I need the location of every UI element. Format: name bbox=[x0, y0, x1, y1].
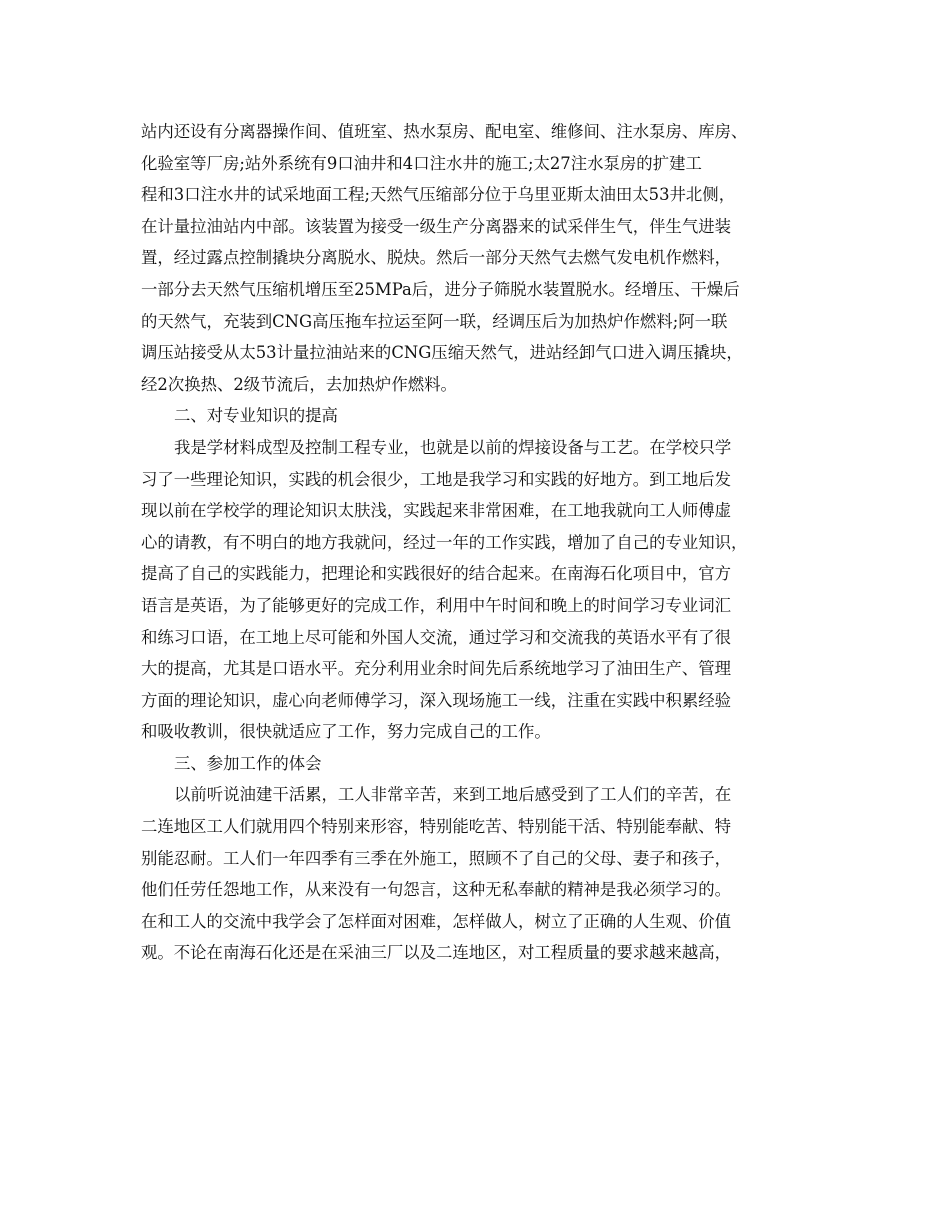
paragraph-line: 观。不论在南海石化还是在采油三厂以及二连地区，对工程质量的要求越来越高， bbox=[141, 943, 732, 963]
paragraph-line-indented: 三、参加工作的体会 bbox=[174, 753, 322, 773]
paragraph-line: 别能忍耐。工人们一年四季有三季在外施工，照顾不了自己的父母、妻子和孩子， bbox=[141, 848, 732, 868]
paragraph-line: 他们任劳任怨地工作，从来没有一句怨言，这种无私奉献的精神是我必须学习的。 bbox=[141, 880, 732, 900]
paragraph-line: 现以前在学校学的理论知识太肤浅，实践起来非常困难，在工地我就向工人师傅虚 bbox=[141, 501, 732, 521]
paragraph-line: 一部分去天然气压缩机增压至25MPa后，进分子筛脱水装置脱水。经增压、干燥后 bbox=[141, 279, 740, 299]
paragraph-line: 在和工人的交流中我学会了怎样面对困难，怎样做人，树立了正确的人生观、价值 bbox=[141, 911, 732, 931]
paragraph-line: 语言是英语，为了能够更好的完成工作，利用中午时间和晚上的时间学习专业词汇 bbox=[141, 595, 732, 615]
paragraph-line: 调压站接受从太53计量拉油站来的CNG压缩天然气，进站经卸气口进入调压撬块， bbox=[141, 343, 743, 363]
paragraph-line: 经2次换热、2级节流后，去加热炉作燃料。 bbox=[141, 374, 457, 394]
paragraph-line: 方面的理论知识，虚心向老师傅学习，深入现场施工一线，注重在实践中积累经验 bbox=[141, 690, 732, 710]
paragraph-line: 的天然气，充装到CNG高压拖车拉运至阿一联，经调压后为加热炉作燃料;阿一联 bbox=[141, 311, 728, 331]
paragraph-line-indented: 以前听说油建干活累，工人非常辛苦，来到工地后感受到了工人们的辛苦，在 bbox=[174, 785, 732, 805]
paragraph-line: 大的提高，尤其是口语水平。充分利用业余时间先后系统地学习了油田生产、管理 bbox=[141, 659, 732, 679]
paragraph-line-indented: 二、对专业知识的提高 bbox=[174, 406, 338, 426]
paragraph-line: 提高了自己的实践能力，把理论和实践很好的结合起来。在南海石化项目中，官方 bbox=[141, 564, 732, 584]
paragraph-line: 化验室等厂房;站外系统有9口油井和4口注水井的施工;太27注水泵房的扩建工 bbox=[141, 153, 702, 173]
paragraph-line: 程和3口注水井的试采地面工程;天然气压缩部分位于乌里亚斯太油田太53井北侧， bbox=[141, 185, 736, 205]
paragraph-line: 和练习口语，在工地上尽可能和外国人交流，通过学习和交流我的英语水平有了很 bbox=[141, 627, 732, 647]
paragraph-line: 心的请教，有不明白的地方我就问，经过一年的工作实践，增加了自己的专业知识， bbox=[141, 532, 748, 552]
paragraph-line: 在计量拉油站内中部。该装置为接受一级生产分离器来的试采伴生气，伴生气进装 bbox=[141, 216, 732, 236]
paragraph-line: 置，经过露点控制撬块分离脱水、脱炔。然后一部分天然气去燃气发电机作燃料， bbox=[141, 248, 732, 268]
body-text bbox=[141, 116, 816, 969]
paragraph-line-indented: 我是学材料成型及控制工程专业，也就是以前的焊接设备与工艺。在学校只学 bbox=[174, 437, 732, 457]
paragraph-line: 站内还设有分离器操作间、值班室、热水泵房、配电室、维修间、注水泵房、库房、 bbox=[141, 122, 748, 141]
paragraph-line: 习了一些理论知识，实践的机会很少，工地是我学习和实践的好地方。到工地后发 bbox=[141, 469, 732, 489]
paragraph-line: 二连地区工人们就用四个特别来形容，特别能吃苦、特别能干活、特别能奉献、特 bbox=[141, 817, 732, 837]
paragraph-line: 和吸收教训，很快就适应了工作，努力完成自己的工作。 bbox=[141, 722, 551, 742]
